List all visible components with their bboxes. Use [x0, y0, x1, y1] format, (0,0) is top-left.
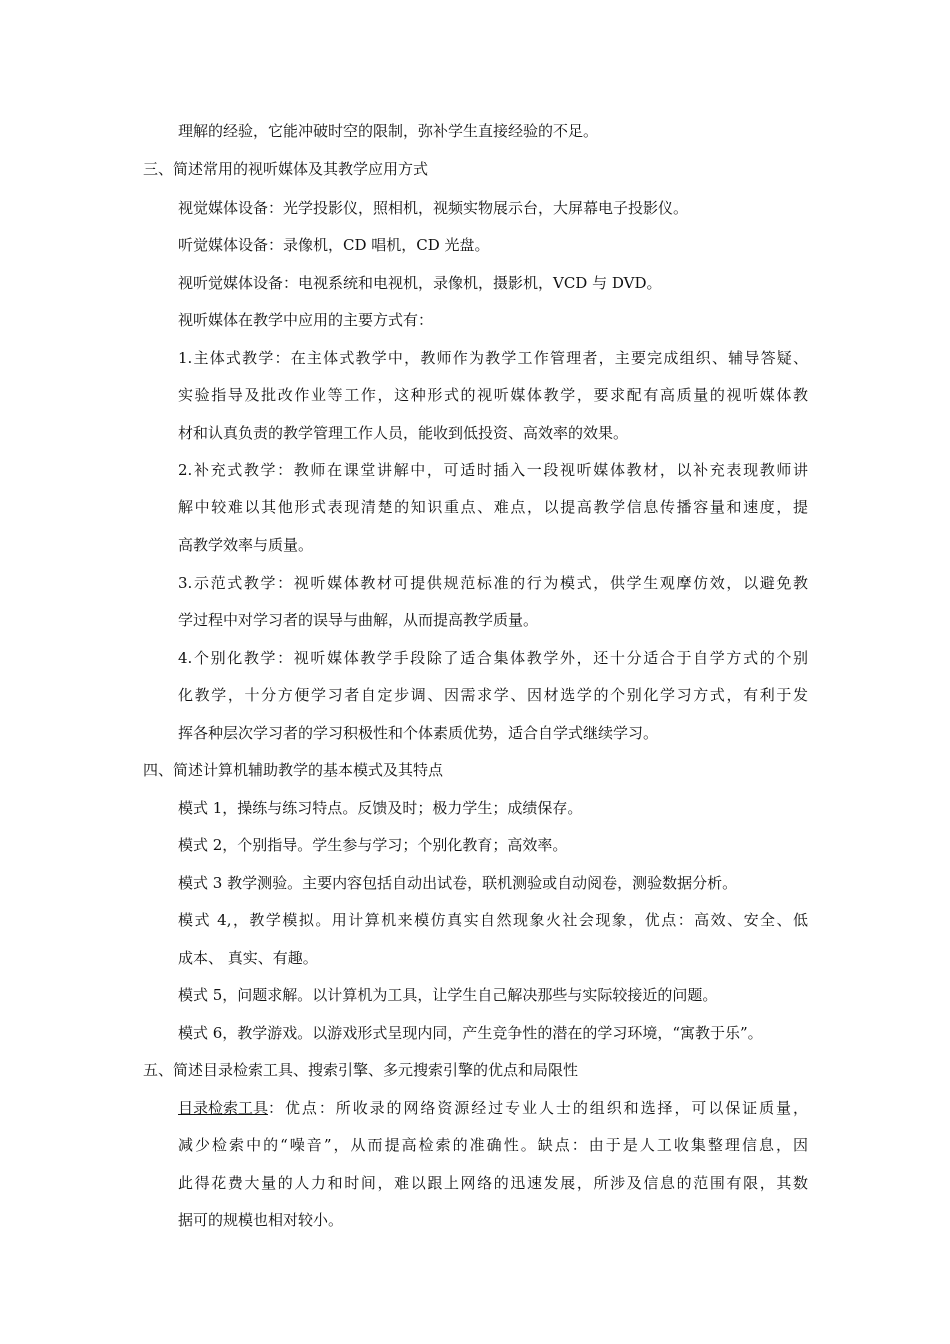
- paragraph-line: 挥各种层次学习者的学习积极性和个体素质优势，适合自学式继续学习。: [178, 724, 659, 742]
- paragraph-line: 视觉媒体设备：光学投影仪，照相机，视频实物展示台，大屏幕电子投影仪。: [178, 199, 689, 217]
- paragraph-line: 模式 3 教学测验。主要内容包括自动出试卷，联机测验或自动阅卷，测验数据分析。: [178, 874, 738, 892]
- paragraph-line: 据可的规模也相对较小。: [178, 1211, 344, 1229]
- paragraph-line: 高教学效率与质量。: [178, 536, 314, 554]
- paragraph-text: ：优点：所收录的网络资源经过专业人士的组织和选择，可以保证质量，: [268, 1099, 808, 1117]
- paragraph-line: 视听媒体在教学中应用的主要方式有：: [178, 311, 434, 329]
- underlined-term: 目录检索工具: [178, 1099, 269, 1117]
- paragraph-line: 视听觉媒体设备：电视系统和电视机，录像机，摄影机，VCD 与 DVD。: [178, 274, 662, 292]
- paragraph-line: 3.示范式教学：视听媒体教材可提供规范标准的行为模式，供学生观摩仿效，以避免教: [178, 574, 808, 592]
- paragraph-line: 此得花费大量的人力和时间，难以跟上网络的迅速发展，所涉及信息的范围有限，其数: [178, 1174, 808, 1192]
- paragraph-line: 实验指导及批改作业等工作，这种形式的视听媒体教学，要求配有高质量的视听媒体教: [178, 386, 808, 404]
- paragraph-line: 模式 2，个别指导。学生参与学习；个别化教育；高效率。: [178, 836, 568, 854]
- paragraph-line: 模式 5，问题求解。以计算机为工具，让学生自己解决那些与实际较接近的问题。: [178, 986, 718, 1004]
- paragraph-line: 化教学，十分方便学习者自定步调、因需求学、因材选学的个别化学习方式，有利于发: [178, 686, 808, 704]
- paragraph-line: 理解的经验，它能冲破时空的限制，弥补学生直接经验的不足。: [178, 122, 599, 140]
- section-heading-4: 四、简述计算机辅助教学的基本模式及其特点: [143, 761, 444, 779]
- paragraph-line: 4.个别化教学：视听媒体教学手段除了适合集体教学外，还十分适合于自学方式的个别: [178, 649, 808, 667]
- paragraph-line: 模式 6，教学游戏。以游戏形式呈现内同，产生竞争性的潜在的学习环境，“寓教于乐”。: [178, 1024, 763, 1042]
- paragraph-line: 模式 4,，教学模拟。用计算机来模仿真实自然现象火社会现象，优点：高效、安全、低: [178, 911, 808, 929]
- paragraph-line: 1.主体式教学：在主体式教学中，教师作为教学工作管理者，主要完成组织、辅导答疑、: [178, 349, 808, 367]
- paragraph-line: 学过程中对学习者的误导与曲解，从而提高教学质量。: [178, 611, 539, 629]
- paragraph-line: [178, 1098, 808, 1118]
- paragraph-line: 模式 1，操练与练习特点。反馈及时；极力学生；成绩保存。: [178, 799, 583, 817]
- paragraph-line: 成本、 真实、有趣。: [178, 949, 318, 967]
- paragraph-line: 听觉媒体设备：录像机，CD 唱机，CD 光盘。: [178, 236, 490, 254]
- paragraph-line: 解中较难以其他形式表现清楚的知识重点、难点，以提高教学信息传播容量和速度，提: [178, 498, 808, 516]
- paragraph-line: 减少检索中的“噪音”，从而提高检索的准确性。缺点：由于是人工收集整理信息，因: [178, 1136, 808, 1154]
- section-heading-3: 三、简述常用的视听媒体及其教学应用方式: [143, 160, 429, 178]
- paragraph-line: 材和认真负责的教学管理工作人员，能收到低投资、高效率的效果。: [178, 424, 629, 442]
- paragraph-line: 2.补充式教学：教师在课堂讲解中，可适时插入一段视听媒体教材，以补充表现教师讲: [178, 461, 808, 479]
- section-heading-5: 五、简述目录检索工具、搜索引擎、多元搜索引擎的优点和局限性: [143, 1061, 579, 1079]
